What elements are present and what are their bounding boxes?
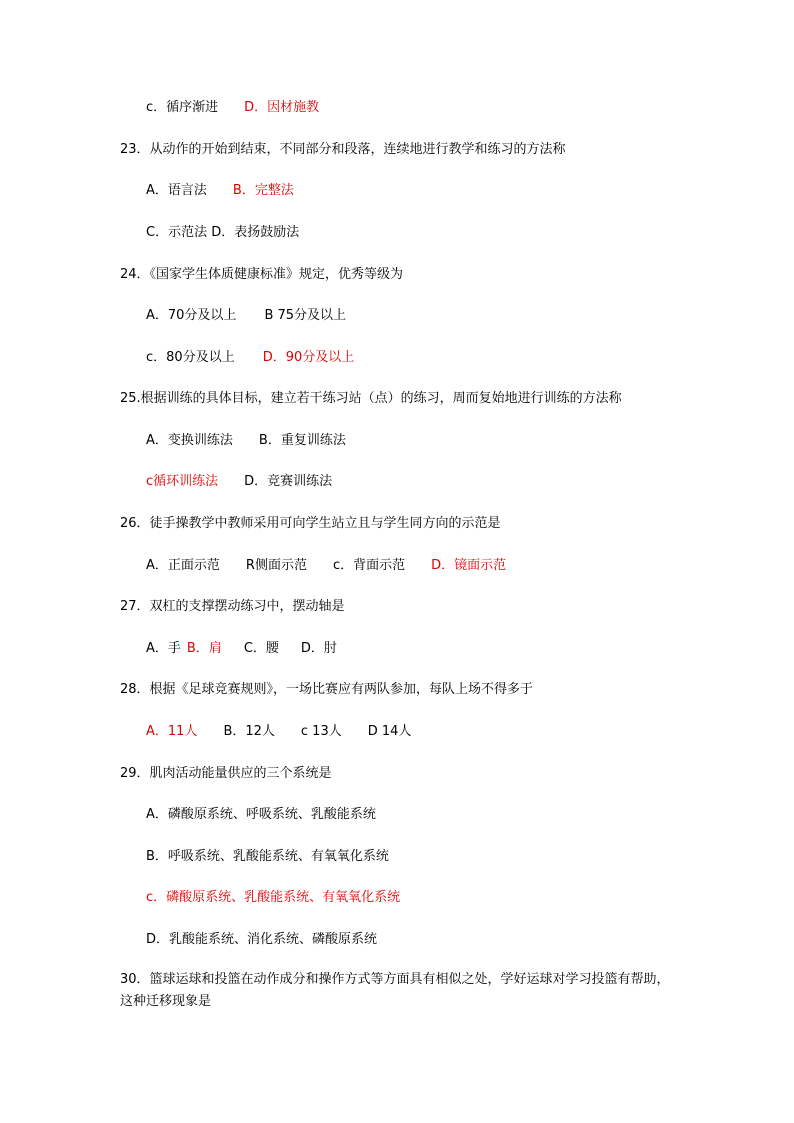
option-row-27 xyxy=(146,640,337,658)
option-row-23-ab xyxy=(146,182,294,200)
question-29: 29．肌肉活动能量供应的三个系统是 xyxy=(120,766,332,781)
question-27: 27．双杠的支撑摆动练习中，摆动轴是 xyxy=(120,599,345,614)
option-22-d-answer: D．因材施教 xyxy=(244,100,320,115)
option-26-b: R侧面示范 xyxy=(245,558,307,573)
question-28: 28．根据《足球竞赛规则》，一场比赛应有两队参加，每队上场不得多于 xyxy=(120,682,534,697)
question-23: 23．从动作的开始到结束，不同部分和段落，连续地进行教学和练习的方法称 xyxy=(120,142,566,157)
option-26-a: A．正面示范 xyxy=(146,558,220,573)
option-28-b: B．12人 xyxy=(223,724,275,739)
option-29-c-answer: c．磷酸原系统、乳酸能系统、有氧氧化系统 xyxy=(146,890,401,905)
option-29-b: B．呼吸系统、乳酸能系统、有氧氧化系统 xyxy=(146,849,389,864)
option-row-26 xyxy=(146,557,506,575)
option-row-22-cd xyxy=(146,99,319,117)
option-25-d: D．竞赛训练法 xyxy=(244,474,333,489)
option-28-d: D 14人 xyxy=(367,724,412,739)
question-25: 25.根据训练的具体目标，建立若干练习站（点）的练习，周而复始地进行训练的方法称 xyxy=(120,391,622,406)
option-27-a: A．手 xyxy=(146,641,181,656)
option-22-c: c．循序渐进 xyxy=(146,100,219,115)
question-26: 26．徒手操教学中教师采用可向学生站立且与学生同方向的示范是 xyxy=(120,516,501,531)
option-27-d: D．肘 xyxy=(300,641,337,656)
option-29-a: A．磷酸原系统、呼吸系统、乳酸能系统 xyxy=(146,807,376,822)
option-26-d-answer: D．镜面示范 xyxy=(431,558,507,573)
option-24-b: B 75分及以上 xyxy=(264,308,347,323)
option-row-28 xyxy=(146,723,411,741)
option-row-24-ab xyxy=(146,307,346,325)
option-row-25-ab xyxy=(146,432,346,450)
option-23-a: A．语言法 xyxy=(146,183,207,198)
option-27-b-answer: B．肩 xyxy=(186,641,222,656)
option-23-b-answer: B．完整法 xyxy=(232,183,294,198)
option-26-c: c．背面示范 xyxy=(332,558,406,573)
option-row-25-cd xyxy=(146,473,332,491)
option-28-c: c 13人 xyxy=(300,724,342,739)
option-25-b: B．重复训练法 xyxy=(258,433,346,448)
option-29-d: D．乳酸能系统、消化系统、磷酸原系统 xyxy=(146,932,378,947)
option-28-a-answer: A．11人 xyxy=(146,724,198,739)
question-30: 30．篮球运球和投篮在动作成分和操作方式等方面具有相似之处，学好运球对学习投篮有帮助，这种迁移现象是 xyxy=(120,972,670,1009)
option-24-d-answer: D．90分及以上 xyxy=(262,350,355,365)
option-25-c-answer: c循环训练法 xyxy=(146,474,219,489)
option-24-a: A．70分及以上 xyxy=(146,308,237,323)
question-24: 24．《国家学生体质健康标准》规定，优秀等级为 xyxy=(120,267,404,282)
option-row-24-cd xyxy=(146,349,354,367)
option-25-a: A．变换训练法 xyxy=(146,433,233,448)
option-23-cd: C．示范法 D．表扬鼓励法 xyxy=(146,225,300,240)
option-24-c: c．80分及以上 xyxy=(146,350,235,365)
option-27-c: C．腰 xyxy=(243,641,279,656)
